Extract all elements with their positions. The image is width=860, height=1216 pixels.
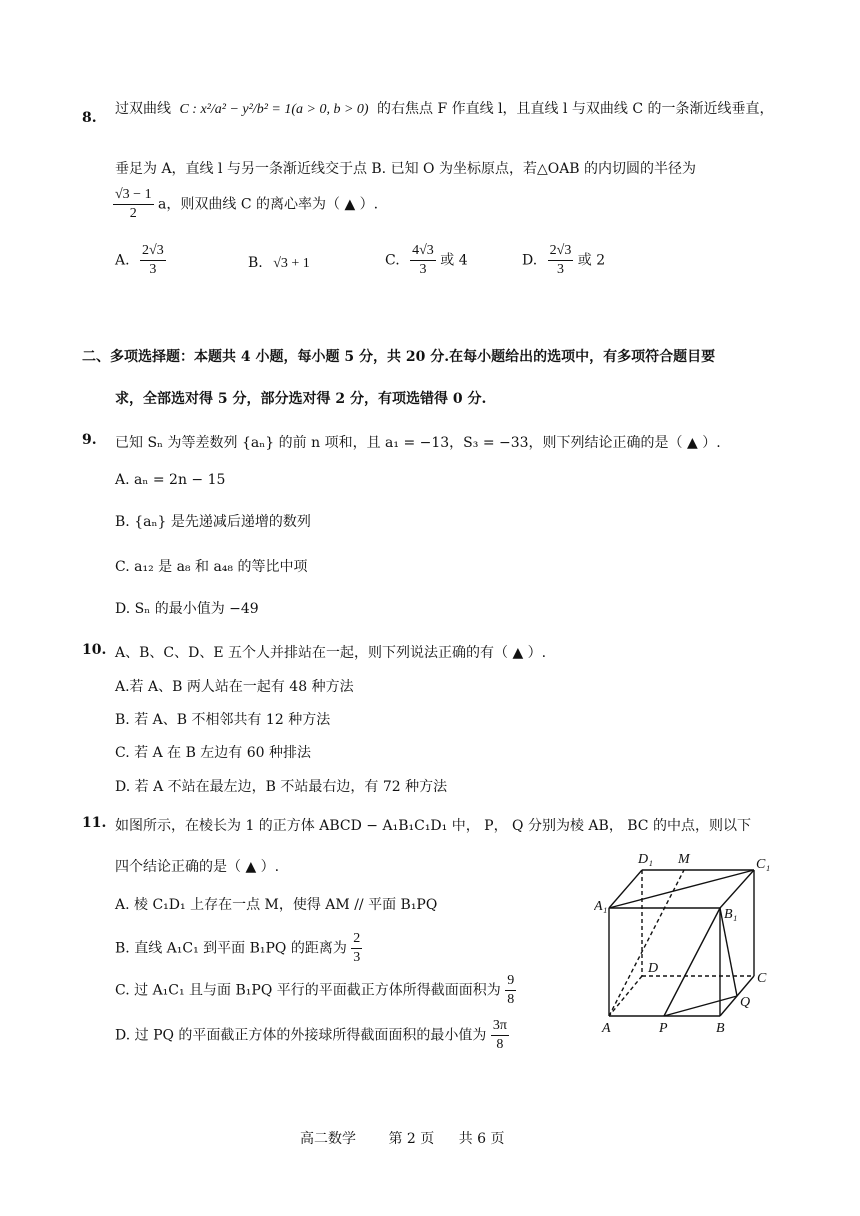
q8-line3-post: a，则双曲线 C 的离心率为（ ▲ ）.	[158, 196, 379, 213]
q8-option-c: C. $\frac{4√3}{3}$ 或 4	[385, 243, 468, 277]
q10-number: 10.	[82, 642, 107, 658]
q8-line1	[115, 98, 774, 118]
edge-ad	[609, 976, 642, 1016]
q8-option-a: A. $\frac{2√3}{3}$	[115, 243, 164, 277]
q10-option-d: D. 若 A 不站在最左边，B 不站最右边，有 72 种方法	[115, 779, 448, 795]
q9-stem: 已知 Sₙ 为等差数列 {aₙ} 的前 n 项和，且 a₁ = −13，S₃ = −33，则下列结论正确的是（ ▲ ）.	[115, 435, 721, 451]
label-b1: B₁	[724, 907, 738, 922]
footer	[300, 1128, 505, 1148]
q11-option-c: C. 过 A₁C₁ 且与面 B₁PQ 平行的平面截正方体所得截面面积为 $\frac{9}{8}$	[115, 973, 515, 1007]
edge-a1d1	[609, 870, 642, 908]
q8-number: 8.	[82, 110, 97, 126]
segment-b1p	[664, 908, 720, 1016]
q11-stem-line1: 如图所示，在棱长为 1 的正方体 ABCD − A₁B₁C₁D₁ 中， P， Q 分别为棱 AB， BC 的中点，则以下	[115, 818, 751, 834]
q11-stem-line2: 四个结论正确的是（ ▲ ）.	[115, 859, 280, 875]
q9-option-a: A. aₙ = 2n − 15	[115, 472, 226, 488]
label-q: Q	[740, 995, 751, 1010]
q8-line1-pre: 过双曲线	[115, 101, 171, 117]
footer-page: 第 2 页	[388, 1131, 435, 1147]
q8-line1-post: 的右焦点 F 作直线 l，且直线 l 与双曲线 C 的一条渐近线垂直，	[377, 101, 774, 117]
q10-option-a: A.若 A、B 两人站在一起有 48 种方法	[115, 679, 354, 695]
q10-option-c: C. 若 A 在 B 左边有 60 种排法	[115, 745, 312, 761]
q8-line2: 垂足为 A，直线 l 与另一条渐近线交于点 B. 已知 O 为坐标原点，若△OAB 的内切圆的半径为	[115, 161, 697, 177]
q9-number: 9.	[82, 432, 97, 448]
footer-total: 共 6 页	[458, 1131, 505, 1147]
q8-option-b: B. √3 + 1	[248, 255, 310, 271]
q10-stem: A、B、C、D、E 五个人并排站在一起，则下列说法正确的有（ ▲ ）.	[115, 645, 547, 661]
q8-hyperbola-equation: C : x²/a² − y²/b² = 1(a > 0, b > 0)	[179, 102, 369, 117]
section2-line2: 求，全部选对得 5 分，部分选对得 2 分，有项选错得 0 分.	[115, 391, 487, 407]
section2-line1: 二、多项选择题：本题共 4 小题，每小题 5 分，共 20 分.在每小题给出的选项中，有多项符合题目要	[82, 349, 716, 365]
label-c: C	[757, 971, 767, 986]
label-m: M	[678, 852, 690, 867]
q9-option-b: B. {aₙ} 是先递减后递增的数列	[115, 514, 311, 530]
label-c1: C₁	[756, 857, 771, 872]
label-a: A	[602, 1021, 611, 1036]
q11-option-b: B. 直线 A₁C₁ 到平面 B₁PQ 的距离为 $\frac{2}{3}$	[115, 931, 361, 965]
q10-option-b: B. 若 A、B 不相邻共有 12 种方法	[115, 712, 331, 728]
label-b: B	[716, 1021, 725, 1036]
label-a1: A₁	[594, 899, 608, 914]
label-d: D	[648, 961, 659, 976]
q11-option-d: D. 过 PQ 的平面截正方体的外接球所得截面面积的最小值为 $\frac{3\pi}{8}$	[115, 1018, 507, 1052]
footer-subject: 高二数学	[300, 1131, 356, 1147]
q11-option-a: A. 棱 C₁D₁ 上存在一点 M，使得 AM // 平面 B₁PQ	[115, 897, 438, 913]
label-p: P	[659, 1021, 668, 1036]
q9-option-c: C. a₁₂ 是 a₈ 和 a₄₈ 的等比中项	[115, 559, 308, 575]
q8-radius-fraction: $\frac{√3 - 1}{2}$	[115, 187, 152, 221]
edge-b1c1	[720, 870, 754, 908]
q11-number: 11.	[82, 815, 107, 831]
q9-option-d: D. Sₙ 的最小值为 −49	[115, 601, 259, 617]
q8-line3	[113, 186, 378, 223]
cube-figure	[594, 848, 784, 1048]
label-d1: D₁	[638, 852, 653, 867]
q8-option-d: D. $\frac{2√3}{3}$ 或 2	[522, 243, 606, 277]
segment-pq	[664, 996, 737, 1016]
